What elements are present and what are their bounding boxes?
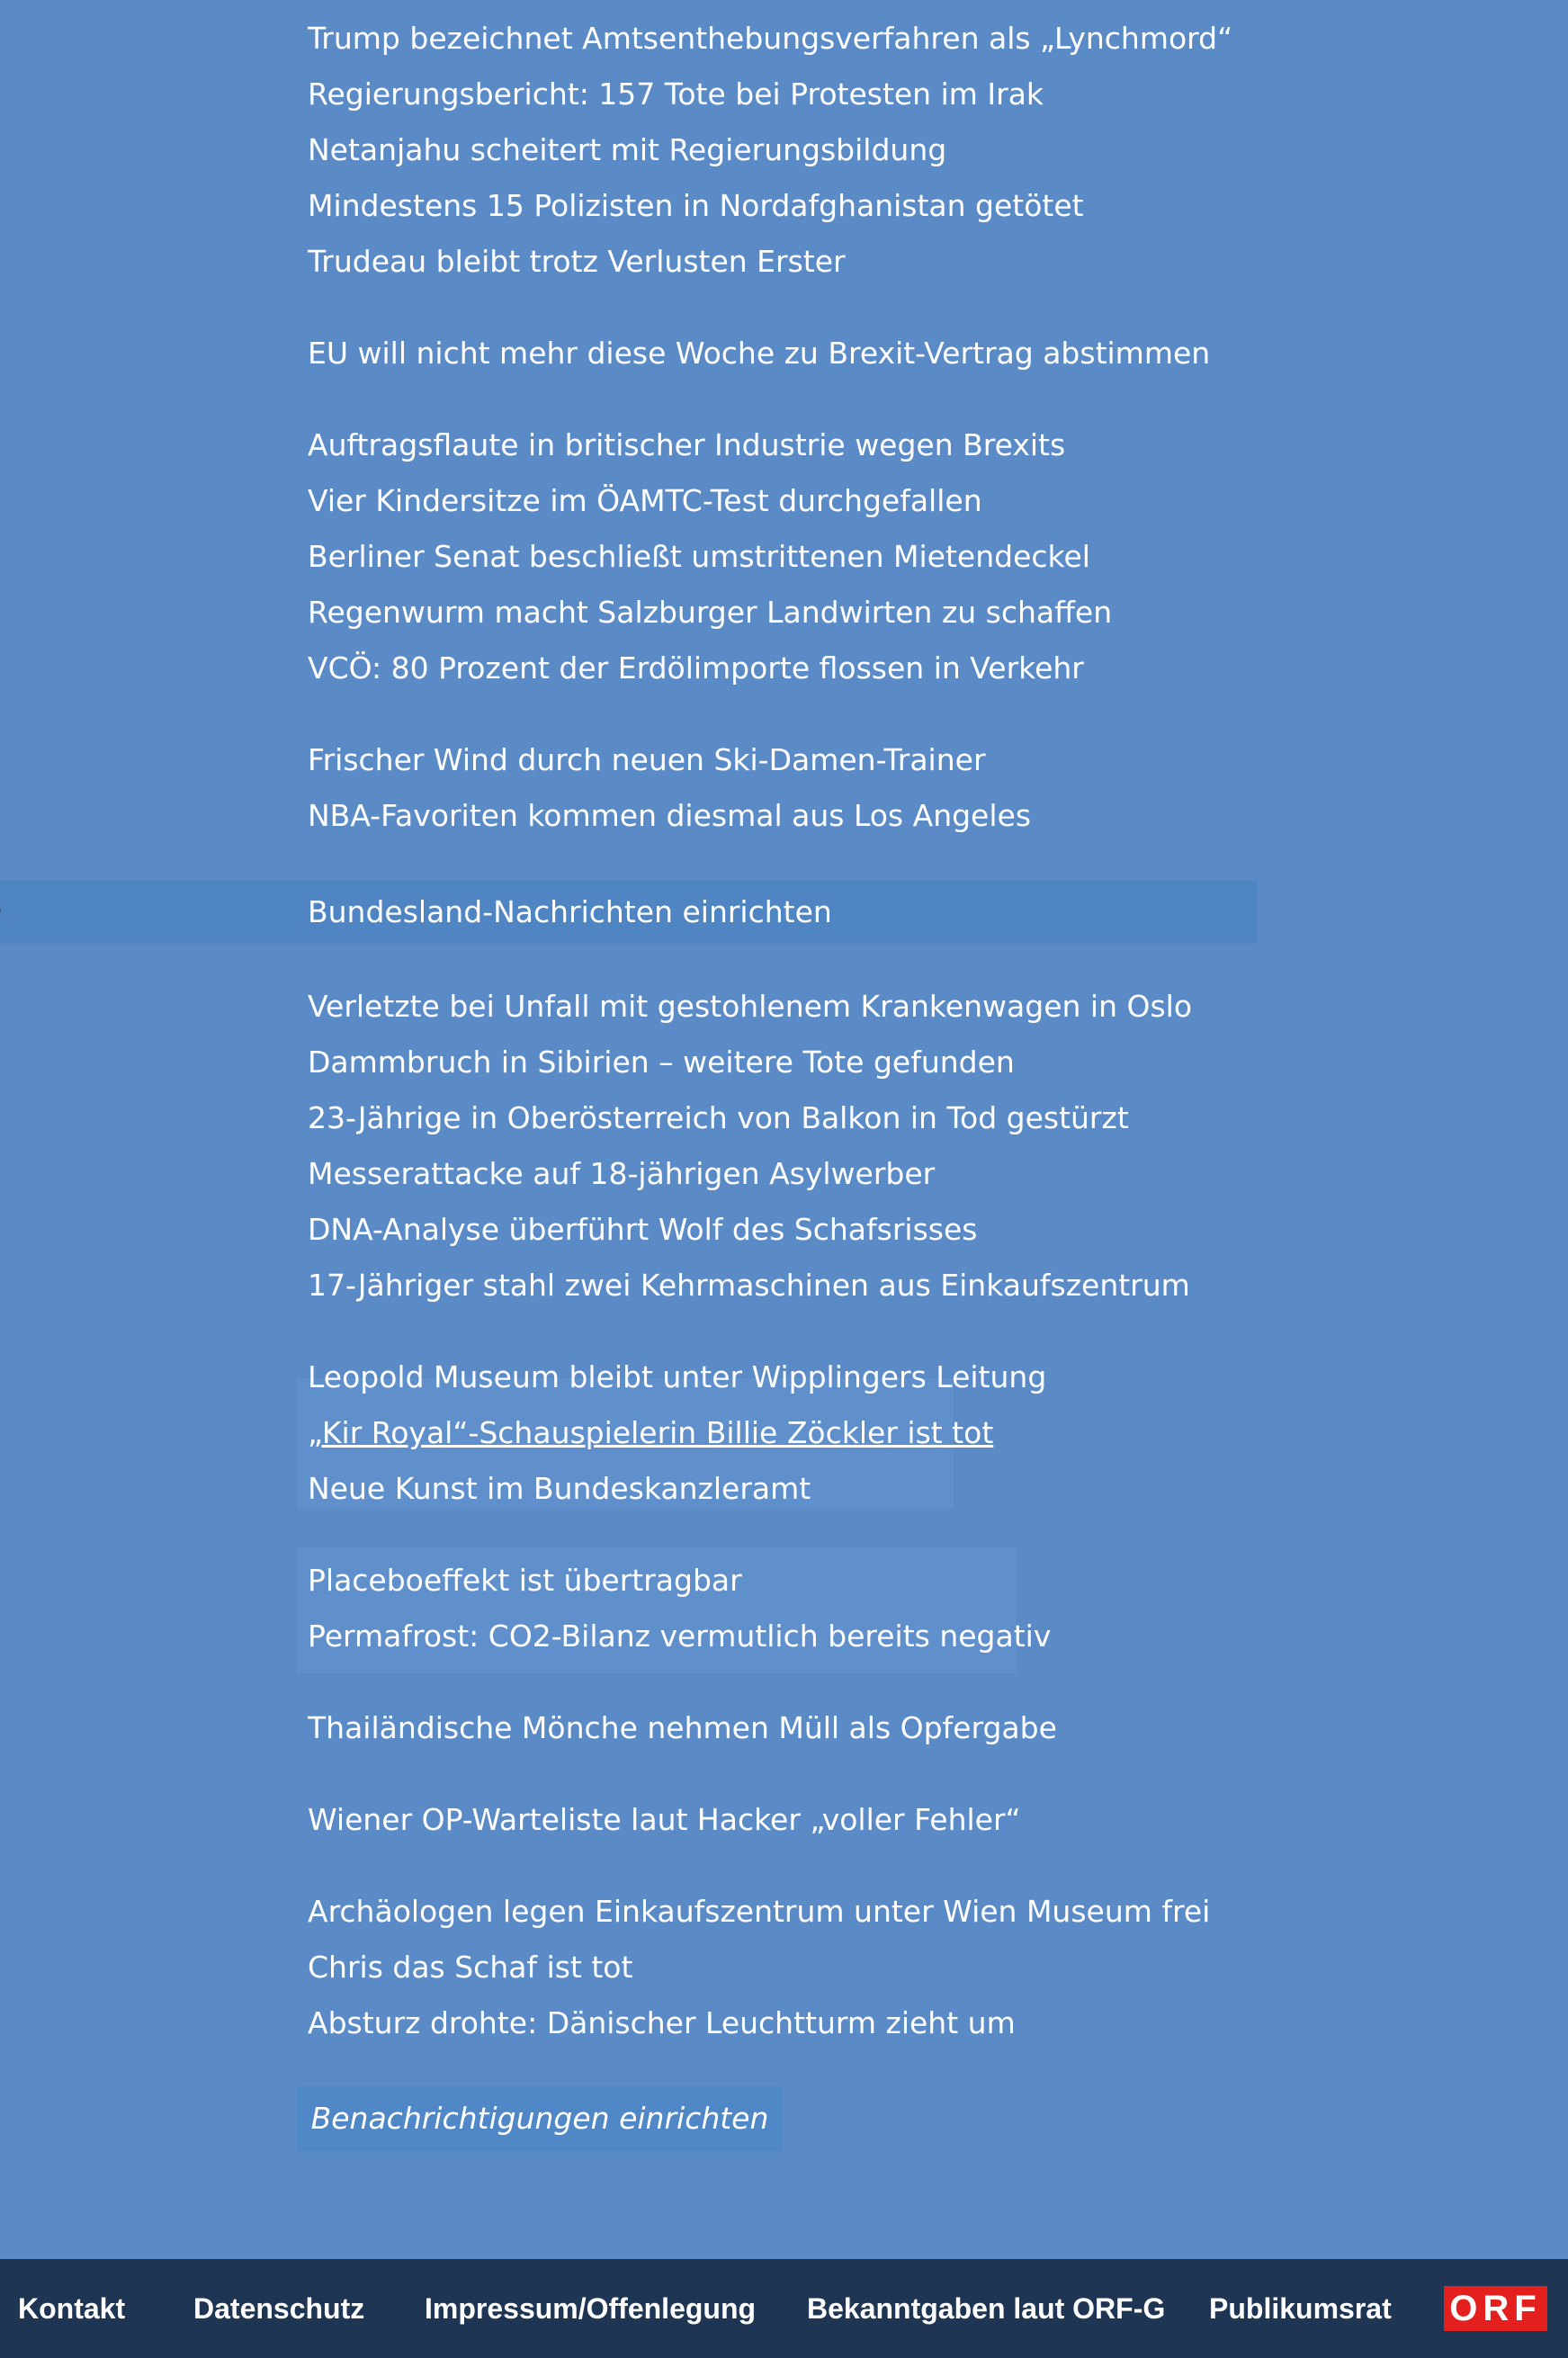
headline-link[interactable]: Absturz drohte: Dänischer Leuchtturm zieht um: [308, 2005, 1016, 2040]
headline-link[interactable]: Verletzte bei Unfall mit gestohlenem Krankenwagen in Oslo: [308, 989, 1193, 1024]
headline-link[interactable]: Wiener OP-Warteliste laut Hacker „voller Fehler“: [308, 1802, 1021, 1837]
headline-link[interactable]: Vier Kindersitze im ÖAMTC-Test durchgefallen: [308, 483, 982, 518]
headline-link[interactable]: Regenwurm macht Salzburger Landwirten zu schaffen: [308, 595, 1113, 630]
headline-link[interactable]: Auftragsflaute in britischer Industrie wegen Brexits: [308, 427, 1066, 462]
headline-link[interactable]: Thailändische Mönche nehmen Müll als Opfergabe: [308, 1710, 1057, 1745]
footer-link-bekanntgaben[interactable]: Bekanntgaben laut ORF-G: [807, 2292, 1166, 2325]
headline-link[interactable]: EU will nicht mehr diese Woche zu Brexit-Vertrag abstimmen: [308, 336, 1211, 371]
notifications-setup-button[interactable]: Benachrichtigungen einrichten: [297, 2086, 783, 2151]
bundesland-setup-link[interactable]: Bundesland-Nachrichten einrichten: [308, 894, 832, 929]
orf-logo[interactable]: ORF: [1444, 2286, 1547, 2331]
headline-link[interactable]: Netanjahu scheitert mit Regierungsbildung: [308, 132, 947, 167]
headline-link[interactable]: Chris das Schaf ist tot: [308, 1950, 633, 1985]
headline-link[interactable]: Permafrost: CO2-Bilanz vermutlich bereits negativ: [308, 1618, 1052, 1654]
headline-link[interactable]: 23-Jährige in Oberösterreich von Balkon in Tod gestürzt: [308, 1100, 1129, 1135]
headline-link[interactable]: Mindestens 15 Polizisten in Nordafghanistan getötet: [308, 188, 1084, 223]
headline-link[interactable]: Dammbruch in Sibirien – weitere Tote gefunden: [308, 1045, 1015, 1080]
footer: [0, 2259, 1568, 2358]
headline-link[interactable]: VCÖ: 80 Prozent der Erdölimporte flossen in Verkehr: [308, 650, 1084, 686]
footer-link-kontakt[interactable]: Kontakt: [18, 2292, 126, 2325]
headline-link[interactable]: Archäologen legen Einkaufszentrum unter Wien Museum frei: [308, 1894, 1211, 1929]
headline-link[interactable]: 17-Jähriger stahl zwei Kehrmaschinen aus Einkaufszentrum: [308, 1268, 1190, 1303]
headline-link[interactable]: Regierungsbericht: 157 Tote bei Protesten im Irak: [308, 76, 1044, 112]
headline-link[interactable]: Trump bezeichnet Amtsenthebungsverfahren als „Lynchmord“: [308, 21, 1233, 56]
headline-link[interactable]: Leopold Museum bleibt unter Wipplingers Leitung: [308, 1359, 1047, 1394]
headline-link[interactable]: Neue Kunst im Bundeskanzleramt: [308, 1471, 811, 1506]
headline-link[interactable]: NBA-Favoriten kommen diesmal aus Los Angeles: [308, 798, 1032, 833]
headline-link[interactable]: Messerattacke auf 18-jährigen Asylwerber: [308, 1156, 936, 1191]
headline-link[interactable]: Placeboeffekt ist übertragbar: [308, 1563, 742, 1598]
footer-link-datenschutz[interactable]: Datenschutz: [193, 2292, 365, 2325]
footer-link-publikumsrat[interactable]: Publikumsrat: [1209, 2292, 1392, 2325]
headline-link[interactable]: Berliner Senat beschließt umstrittenen Mietendeckel: [308, 539, 1090, 574]
headline-link[interactable]: DNA-Analyse überführt Wolf des Schafsrisses: [308, 1212, 978, 1247]
headline-link[interactable]: Frischer Wind durch neuen Ski-Damen-Trainer: [308, 742, 986, 777]
headline-link[interactable]: Trudeau bleibt trotz Verlusten Erster: [308, 244, 846, 279]
footer-link-impressum[interactable]: Impressum/Offenlegung: [425, 2292, 757, 2325]
headline-link[interactable]: „Kir Royal“-Schauspielerin Billie Zöckler ist tot: [308, 1415, 994, 1450]
